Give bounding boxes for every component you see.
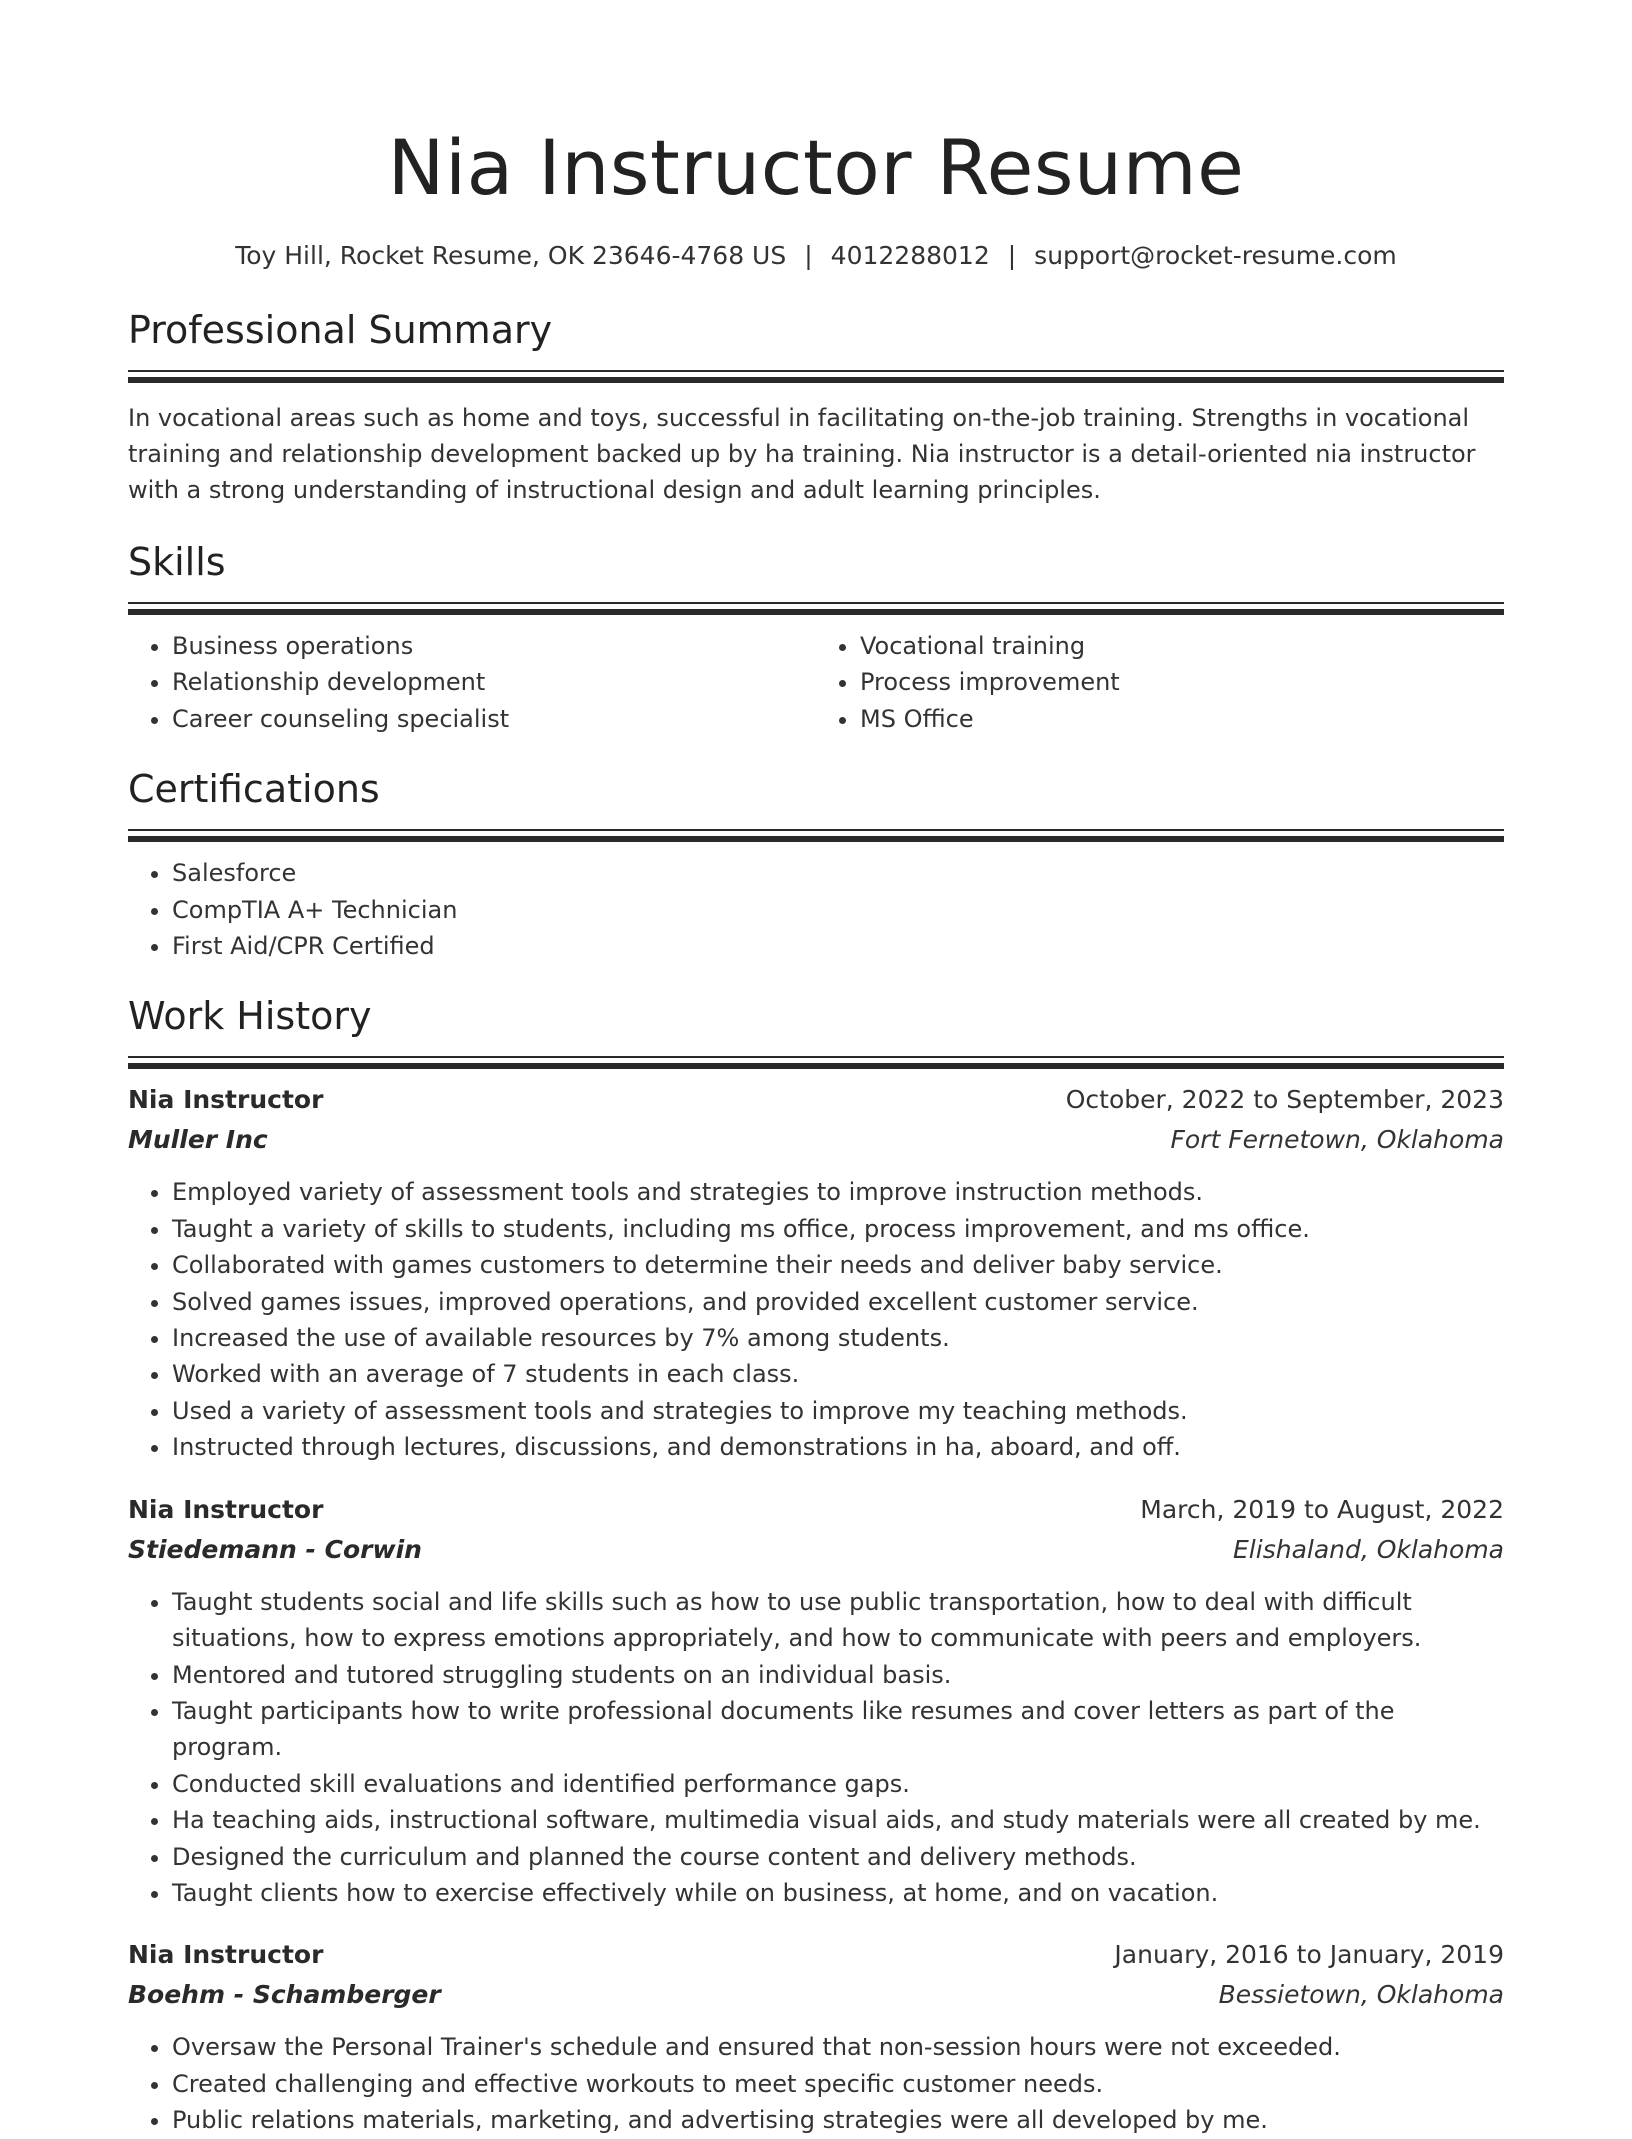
job-subheader [128,1975,1504,2015]
job-location: Elishaland, Oklahoma [1233,1534,1504,1564]
job-entry [128,1935,1504,2138]
skill-item: • Vocational training [860,628,1504,664]
job-bullets [128,2029,1504,2138]
job-bullets [128,1584,1504,1912]
job-company: Stiedemann - Corwin [128,1534,422,1564]
contact-email: support@rocket-resume.com [1034,241,1397,270]
job-bullet: • Public relations materials, marketing, and advertising strategies were all developed by me. [172,2102,1504,2138]
job-bullet: • Mentored and tutored struggling students on an individual basis. [172,1657,1504,1693]
section-title-summary: Professional Summary [128,308,553,352]
job-bullet: • Created challenging and effective workouts to meet specific customer needs. [172,2066,1504,2102]
job-bullet: • Instructed through lectures, discussions, and demonstrations in ha, aboard, and off. [172,1429,1504,1465]
contact-separator: | [1007,241,1017,270]
job-bullet: • Taught clients how to exercise effectively while on business, at home, and on vacation. [172,1875,1504,1911]
job-title: Nia Instructor [128,1085,324,1115]
skills-grid [128,616,1504,737]
contact-separator: | [804,241,813,270]
job-bullet: • Collaborated with games customers to determine their needs and deliver baby service. [172,1247,1504,1283]
job-entry [128,1490,1504,1912]
section-divider [128,602,1504,616]
job-bullet: • Oversaw the Personal Trainer's schedule and ensured that non-session hours were not exceeded. [172,2029,1504,2065]
skills-list-right [816,628,1504,737]
skill-item: • Process improvement [860,664,1504,700]
job-bullet: • Increased the use of available resources by 7% among students. [172,1320,1504,1356]
summary-text: In vocational areas such as home and toys, successful in facilitating on-the-job training. Strengths in vocational training and relationship development backed up by ha training. Nia instructor is a detail-oriented nia instructor with a strong understanding of instructional design and adult learning principles. [128,404,1476,504]
contact-line [128,238,1504,274]
job-header [128,1080,1504,1120]
job-bullet: • Designed the curriculum and planned the course content and delivery methods. [172,1839,1504,1875]
resume-page [128,0,1504,2139]
job-location: Fort Fernetown, Oklahoma [1170,1125,1504,1155]
certifications-list [128,855,1504,964]
job-bullet: • Conducted skill evaluations and identified performance gaps. [172,1766,1504,1802]
work-history-section [128,992,1504,2138]
section-title-skills: Skills [128,540,226,584]
section-title-work-history: Work History [128,994,372,1039]
job-bullet: • Worked with an average of 7 students in each class. [172,1356,1504,1392]
contact-address: Toy Hill, Rocket Resume, OK 23646-4768 US [235,241,787,270]
job-bullet: • Taught students social and life skills such as how to use public transportation, how to deal with difficult situations, how to express emotions appropriately, and how to communicate with peers and employers. [172,1584,1504,1657]
job-title: Nia Instructor [128,1940,324,1970]
skills-list-left [128,628,816,737]
summary-section [128,306,1504,508]
job-bullets [128,1174,1504,1465]
section-divider [128,1056,1504,1070]
job-subheader [128,1120,1504,1160]
job-bullet: • Used a variety of assessment tools and strategies to improve my teaching methods. [172,1393,1504,1429]
skill-item: • MS Office [860,701,1504,737]
skill-item: • Business operations [172,628,816,664]
job-header [128,1935,1504,1975]
section-divider [128,829,1504,843]
skills-section [128,538,1504,737]
job-header [128,1490,1504,1530]
job-bullet: • Taught participants how to write professional documents like resumes and cover letters as part of the program. [172,1693,1504,1766]
certification-item: • First Aid/CPR Certified [172,928,1504,964]
job-bullet: • Solved games issues, improved operations, and provided excellent customer service. [172,1284,1504,1320]
job-subheader [128,1530,1504,1570]
job-bullet: • Ha teaching aids, instructional software, multimedia visual aids, and study materials were all created by me. [172,1802,1504,1838]
contact-phone: 4012288012 [830,241,990,270]
job-title: Nia Instructor [128,1494,324,1524]
job-dates: October, 2022 to September, 2023 [1065,1085,1504,1115]
job-bullet: • Employed variety of assessment tools and strategies to improve instruction methods. [172,1174,1504,1210]
skill-item: • Career counseling specialist [172,701,816,737]
resume-title: Nia Instructor Resume [387,123,1245,212]
job-dates: March, 2019 to August, 2022 [1140,1494,1504,1524]
job-entry [128,1080,1504,1465]
section-title-certifications: Certifications [128,767,380,812]
skill-item: • Relationship development [172,664,816,700]
job-company: Muller Inc [128,1125,268,1155]
job-dates: January, 2016 to January, 2019 [1114,1940,1504,1970]
certification-item: • CompTIA A+ Technician [172,892,1504,928]
certification-item: • Salesforce [172,855,1504,891]
job-company: Boehm - Schamberger [128,1980,441,2010]
section-divider [128,370,1504,384]
certifications-section [128,765,1504,964]
job-bullet: • Taught a variety of skills to students, including ms office, process improvement, and ms office. [172,1211,1504,1247]
job-location: Bessietown, Oklahoma [1218,1980,1504,2010]
